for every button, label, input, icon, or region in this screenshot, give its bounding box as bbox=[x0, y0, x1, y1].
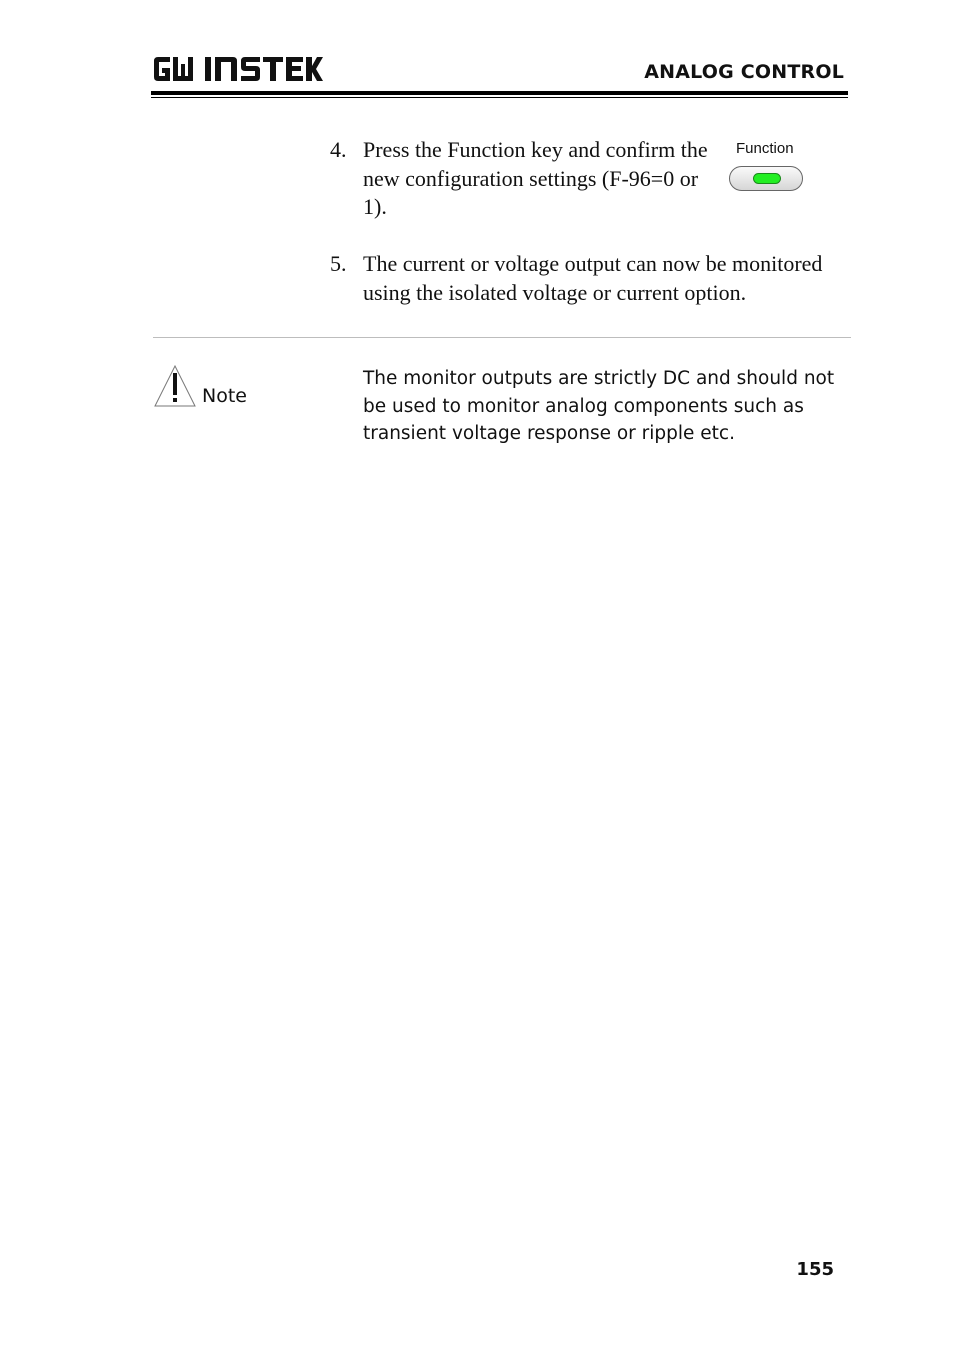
function-key-icon bbox=[729, 166, 803, 191]
function-key-label: Function bbox=[736, 140, 794, 157]
step-number: 5. bbox=[330, 251, 347, 276]
step-text: The current or voltage output can now be monitored using the isolated voltage or current option. bbox=[363, 251, 823, 305]
page-number: 155 bbox=[796, 1259, 834, 1280]
header-rule bbox=[151, 91, 848, 95]
warning-triangle-icon bbox=[153, 364, 197, 408]
step-number: 4. bbox=[330, 137, 347, 162]
step-text: Press the Function key and confirm the new configuration settings (F-96=0 or 1). bbox=[363, 137, 708, 219]
function-key-led-icon bbox=[753, 173, 781, 184]
note-label: Note bbox=[202, 385, 247, 407]
section-divider bbox=[153, 337, 851, 338]
section-title: ANALOG CONTROL bbox=[644, 61, 844, 83]
note-text: The monitor outputs are strictly DC and should not be used to monitor analog components such as transient voltage response or ripple etc. bbox=[363, 368, 835, 444]
gw-instek-logo bbox=[152, 54, 324, 84]
header-rule-thin bbox=[151, 97, 848, 98]
